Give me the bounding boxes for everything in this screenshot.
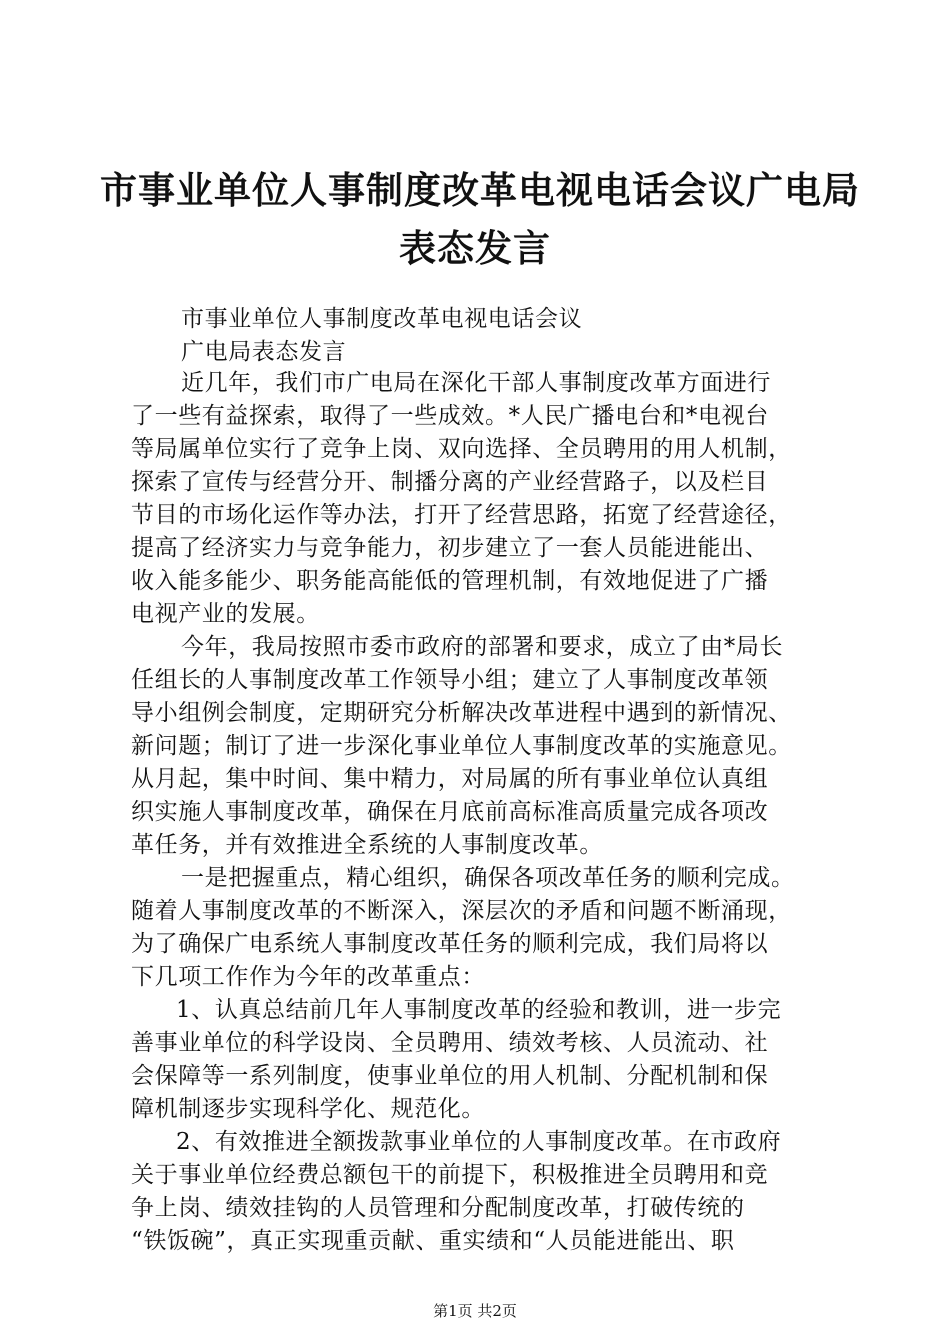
body-line: [0, 925, 950, 961]
body-line-text: 了一些有益探索，取得了一些成效。*人民广播电台和*电视台: [131, 403, 769, 429]
body-line-text: 收入能多能少、职务能高能低的管理机制，有效地促进了广播: [131, 568, 769, 594]
body-line-text: 为了确保广电系统人事制度改革任务的顺利完成，我们局将以: [131, 931, 769, 957]
body-line-text: 导小组例会制度，定期研究分析解决改革进程中遇到的新情况、: [131, 700, 792, 726]
body-line-text: 等局属单位实行了竞争上岗、双向选择、全员聘用的用人机制，: [131, 436, 792, 462]
body-line: [0, 760, 950, 796]
body-line: [0, 1189, 950, 1225]
body-line-text: 一是把握重点，精心组织，确保各项改革任务的顺利完成。: [181, 865, 795, 891]
body-line: [0, 991, 950, 1027]
body-line: [0, 694, 950, 730]
body-line: [0, 364, 950, 400]
body-line: [0, 661, 950, 697]
body-line: [0, 727, 950, 763]
body-line: [0, 958, 950, 994]
body-line: [0, 397, 950, 433]
body-line: [0, 628, 950, 664]
body-line-text: 善事业单位的科学设岗、全员聘用、绩效考核、人员流动、社: [131, 1030, 769, 1056]
body-line: [0, 1156, 950, 1192]
body-line-text: 新问题；制订了进一步深化事业单位人事制度改革的实施意见。: [131, 733, 792, 759]
body-line-text: 从月起，集中时间、集中精力，对局属的所有事业单位认真组: [131, 766, 769, 792]
body-line-text: 会保障等一系列制度，使事业单位的用人机制、分配机制和保: [131, 1063, 769, 1089]
body-line: [0, 300, 950, 336]
body-line: [0, 826, 950, 862]
body-line-text: 争上岗、绩效挂钩的人员管理和分配制度改革，打破传统的: [131, 1195, 745, 1221]
body-line-text: 1、认真总结前几年人事制度改革的经验和教训，进一步完: [176, 997, 782, 1023]
page-footer: 第1页 共2页: [433, 1302, 517, 1320]
body-line: [0, 1057, 950, 1093]
body-line-text: 近几年，我们市广电局在深化干部人事制度改革方面进行: [181, 370, 771, 396]
body-line-text: 广电局表态发言: [181, 339, 347, 365]
body-line: [0, 562, 950, 598]
body-line-text: 关于事业单位经费总额包干的前提下，积极推进全员聘用和竞: [131, 1162, 769, 1188]
body-line-text: 节目的市场化运作等办法，打开了经营思路，拓宽了经营途径，: [131, 502, 792, 528]
body-line-text: 革任务，并有效推进全系统的人事制度改革。: [131, 832, 603, 858]
body-line: [0, 1024, 950, 1060]
body-line: [0, 859, 950, 895]
body-line: [0, 793, 950, 829]
body-line: [0, 1222, 950, 1258]
body-line: [0, 529, 950, 565]
body-line: [0, 595, 950, 631]
document-title-line-2: 表态发言: [399, 227, 551, 270]
body-line-text: 探索了宣传与经营分开、制播分离的产业经营路子，以及栏目: [131, 469, 769, 495]
body-line-text: 2、有效推进全额拨款事业单位的人事制度改革。在市政府: [176, 1129, 782, 1155]
body-line-text: 市事业单位人事制度改革电视电话会议: [181, 306, 583, 332]
body-line-text: 织实施人事制度改革，确保在月底前高标准高质量完成各项改: [131, 799, 769, 825]
body-line-text: 下几项工作作为今年的改革重点：: [131, 964, 485, 990]
body-line-text: 电视产业的发展。: [131, 601, 320, 627]
body-line: [0, 1090, 950, 1126]
document-title-line-1: 市事业单位人事制度改革电视电话会议广电局: [100, 169, 860, 212]
body-line: [0, 1123, 950, 1159]
body-line-text: 今年，我局按照市委市政府的部署和要求，成立了由*局长: [181, 634, 784, 660]
body-line-text: 障机制逐步实现科学化、规范化。: [131, 1096, 485, 1122]
body-line: [0, 496, 950, 532]
body-line-text: 随着人事制度改革的不断深入，深层次的矛盾和问题不断涌现，: [131, 898, 792, 924]
body-line-text: 任组长的人事制度改革工作领导小组；建立了人事制度改革领: [131, 667, 769, 693]
body-line-text: 提高了经济实力与竞争能力，初步建立了一套人员能进能出、: [131, 535, 769, 561]
body-line-text: “铁饭碗”，真正实现重贡献、重实绩和“人员能进能出、职: [131, 1228, 735, 1254]
body-line: [0, 463, 950, 499]
body-line: [0, 430, 950, 466]
body-line: [0, 892, 950, 928]
